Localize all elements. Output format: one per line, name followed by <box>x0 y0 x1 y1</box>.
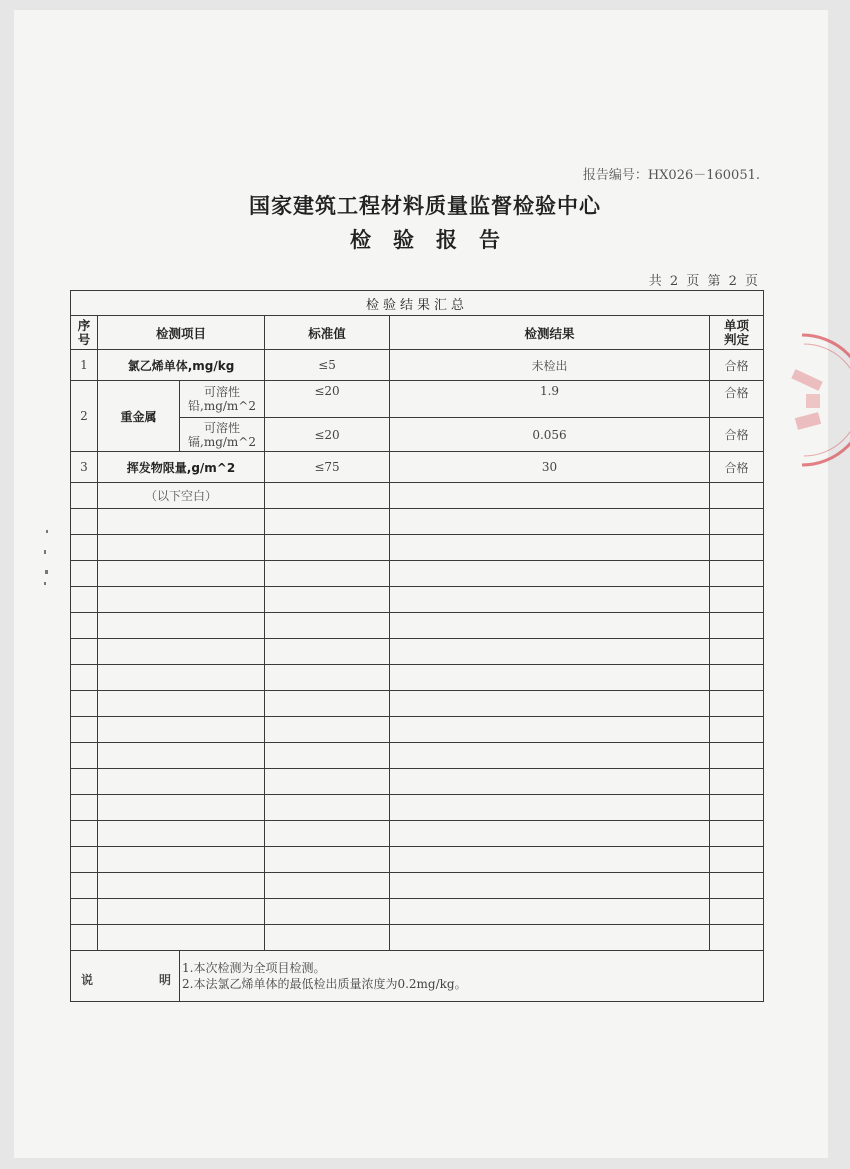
blank-cell <box>390 769 710 795</box>
table-row <box>71 821 764 847</box>
blank-cell <box>265 587 390 613</box>
blank-cell <box>390 743 710 769</box>
blank-cell <box>98 847 265 873</box>
blank-cell <box>390 691 710 717</box>
cell-seq: 1 <box>71 350 98 381</box>
page-count: 共 2 页 第 2 页 <box>648 274 760 289</box>
header-result: 检测结果 <box>390 316 710 350</box>
blank-cell <box>710 483 764 509</box>
table-row <box>71 769 764 795</box>
table-row <box>71 717 764 743</box>
cell-standard: ≤75 <box>265 452 390 483</box>
blank-cell <box>390 717 710 743</box>
blank-cell <box>390 639 710 665</box>
blank-cell <box>390 587 710 613</box>
blank-cell <box>390 847 710 873</box>
blank-cell <box>265 665 390 691</box>
table-row <box>71 452 764 483</box>
blank-cell <box>71 639 98 665</box>
blank-cell <box>71 717 98 743</box>
blank-cell <box>98 691 265 717</box>
header-judgement: 单项判定 <box>710 316 764 350</box>
blank-cell <box>265 691 390 717</box>
note-line: 1.本次检测为全项目检测。 <box>182 961 326 975</box>
blank-cell <box>390 665 710 691</box>
table-row <box>71 899 764 925</box>
table-row <box>71 795 764 821</box>
blank-cell <box>98 795 265 821</box>
blank-cell <box>71 535 98 561</box>
report-number: 报告编号：HX026－160051. <box>582 168 760 183</box>
institution-title: 国家建筑工程材料质量监督检验中心 <box>249 194 601 218</box>
blank-cell <box>390 873 710 899</box>
binding-marks <box>40 530 54 590</box>
header-item: 检测项目 <box>98 316 265 350</box>
blank-cell <box>265 743 390 769</box>
blank-cell <box>71 925 98 951</box>
blank-cell <box>265 795 390 821</box>
blank-cell <box>265 535 390 561</box>
blank-cell <box>98 873 265 899</box>
blank-cell <box>98 613 265 639</box>
cell-item: 挥发物限量,g/m^2 <box>98 452 265 483</box>
table-row <box>71 847 764 873</box>
blank-cell <box>71 691 98 717</box>
cell-judgement: 合格 <box>710 418 764 452</box>
notes-label-b: 明 <box>158 973 171 987</box>
table-title: 检验结果汇总 <box>71 291 764 316</box>
blank-cell <box>710 769 764 795</box>
cell-judgement: 合格 <box>710 452 764 483</box>
blank-cell <box>71 587 98 613</box>
blank-cell <box>390 795 710 821</box>
blank-cell <box>710 925 764 951</box>
blank-cell <box>390 509 710 535</box>
blank-cell <box>265 873 390 899</box>
blank-cell <box>390 483 710 509</box>
cell-seq: 2 <box>71 381 98 452</box>
header-standard: 标准值 <box>265 316 390 350</box>
blank-cell <box>265 639 390 665</box>
notes-label-a: 说 <box>81 973 94 987</box>
blank-cell <box>265 821 390 847</box>
blank-cell <box>71 613 98 639</box>
blank-cell <box>71 847 98 873</box>
table-row <box>71 350 764 381</box>
table-row <box>71 613 764 639</box>
results-table <box>70 290 764 1002</box>
blank-cell <box>71 743 98 769</box>
blank-cell <box>265 925 390 951</box>
blank-cell <box>71 899 98 925</box>
header-seq: 序号 <box>71 316 98 350</box>
notes-text <box>180 951 764 1002</box>
cell-standard: ≤20 <box>265 418 390 452</box>
table-row <box>71 639 764 665</box>
cell-item: 氯乙烯单体,mg/kg <box>98 350 265 381</box>
blank-cell <box>710 873 764 899</box>
blank-note: （以下空白） <box>98 483 265 509</box>
cell-subitem: 可溶性镉,mg/m^2 <box>180 418 265 452</box>
blank-cell <box>98 717 265 743</box>
blank-cell <box>710 795 764 821</box>
table-row <box>71 535 764 561</box>
blank-cell <box>71 561 98 587</box>
blank-cell <box>98 561 265 587</box>
note-line: 2.本法氯乙烯单体的最低检出质量浓度为0.2mg/kg。 <box>182 977 467 991</box>
blank-cell <box>390 613 710 639</box>
results-table-container <box>70 290 766 1003</box>
blank-cell <box>71 795 98 821</box>
cell-seq: 3 <box>71 452 98 483</box>
blank-cell <box>265 483 390 509</box>
blank-cell <box>71 873 98 899</box>
blank-cell <box>265 613 390 639</box>
blank-cell <box>98 743 265 769</box>
blank-cell <box>710 847 764 873</box>
table-row <box>71 743 764 769</box>
blank-cell <box>390 925 710 951</box>
blank-rows <box>71 509 764 951</box>
blank-cell <box>710 665 764 691</box>
cell-subitem: 可溶性铅,mg/m^2 <box>180 381 265 418</box>
blank-cell <box>710 613 764 639</box>
blank-cell <box>710 561 764 587</box>
blank-cell <box>98 665 265 691</box>
blank-cell <box>390 535 710 561</box>
cell-result: 0.056 <box>390 418 710 452</box>
cell-result: 1.9 <box>390 381 710 418</box>
cell-result: 未检出 <box>390 350 710 381</box>
blank-cell <box>265 769 390 795</box>
blank-cell <box>71 665 98 691</box>
blank-cell <box>710 743 764 769</box>
blank-cell <box>98 821 265 847</box>
blank-cell <box>98 639 265 665</box>
blank-cell <box>98 769 265 795</box>
notes-label <box>71 951 180 1002</box>
blank-cell <box>98 899 265 925</box>
blank-cell <box>98 587 265 613</box>
blank-cell <box>710 587 764 613</box>
blank-cell <box>71 509 98 535</box>
blank-cell <box>710 535 764 561</box>
blank-cell <box>265 717 390 743</box>
official-seal-stamp <box>782 330 850 470</box>
table-row <box>71 665 764 691</box>
table-title-row <box>71 291 764 316</box>
table-row <box>71 381 764 418</box>
blank-cell <box>71 483 98 509</box>
table-row <box>71 483 764 509</box>
cell-result: 30 <box>390 452 710 483</box>
table-row <box>71 925 764 951</box>
blank-cell <box>265 509 390 535</box>
cell-standard: ≤5 <box>265 350 390 381</box>
report-title: 检验报告 <box>350 228 522 252</box>
blank-cell <box>71 769 98 795</box>
blank-cell <box>265 899 390 925</box>
blank-cell <box>390 561 710 587</box>
table-row <box>71 509 764 535</box>
table-row <box>71 561 764 587</box>
blank-cell <box>390 899 710 925</box>
blank-cell <box>710 717 764 743</box>
blank-cell <box>710 509 764 535</box>
blank-cell <box>265 561 390 587</box>
blank-cell <box>71 821 98 847</box>
table-header-row <box>71 316 764 350</box>
blank-cell <box>710 899 764 925</box>
blank-cell <box>390 821 710 847</box>
cell-judgement: 合格 <box>710 381 764 418</box>
blank-cell <box>265 847 390 873</box>
table-row <box>71 691 764 717</box>
blank-cell <box>98 509 265 535</box>
blank-cell <box>710 639 764 665</box>
table-row <box>71 587 764 613</box>
blank-cell <box>98 925 265 951</box>
table-row <box>71 873 764 899</box>
notes-row <box>71 951 764 1002</box>
blank-cell <box>710 691 764 717</box>
cell-judgement: 合格 <box>710 350 764 381</box>
blank-cell <box>710 821 764 847</box>
cell-standard: ≤20 <box>265 381 390 418</box>
cell-item: 重金属 <box>98 381 180 452</box>
blank-cell <box>98 535 265 561</box>
